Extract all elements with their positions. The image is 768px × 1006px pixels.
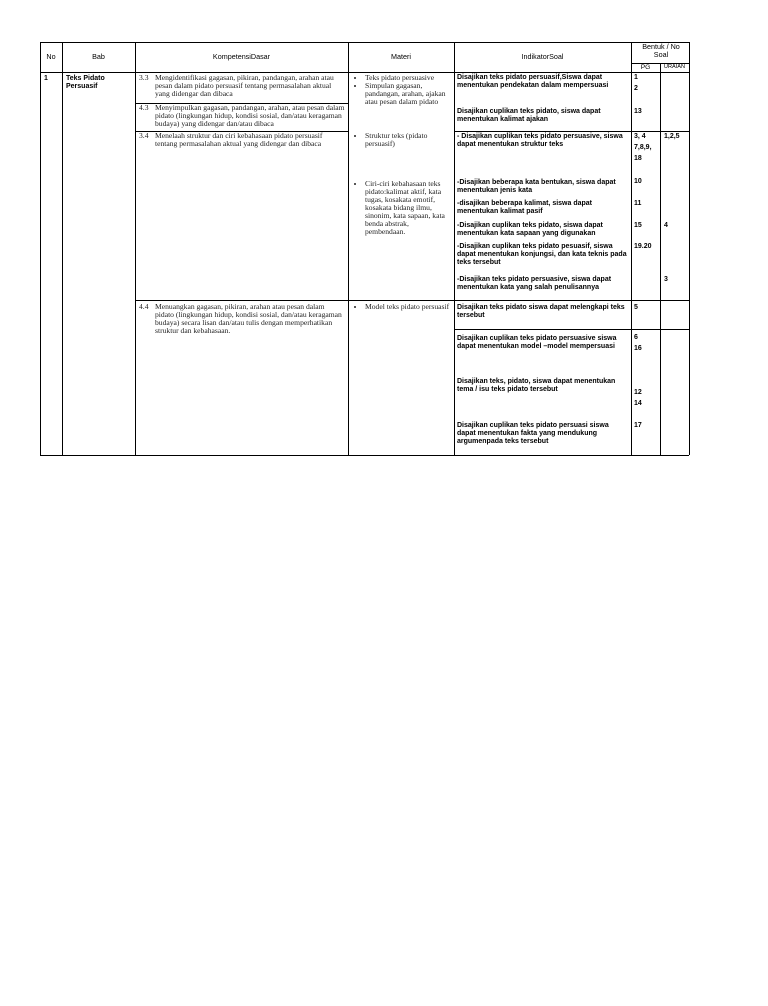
kd-number: 3.4: [139, 131, 149, 140]
materi-group-c: [352, 180, 450, 236]
header-no: No: [46, 52, 56, 61]
indikator-item: Disajikan cuplikan teks pidato persuasive siswa dapat menentukan model –model mempersuasi: [457, 335, 617, 350]
uraian-number: 1,2,5: [664, 133, 680, 140]
pg-number: 6: [634, 334, 638, 341]
pg-number: 1: [634, 74, 638, 81]
indikator-item: Disajikan teks, pidato, siswa dapat menentukan tema / isu teks pidato tersebut: [457, 378, 616, 393]
header-kompetensi-dasar: KompetensiDasar: [212, 52, 271, 61]
materi-item: • Struktur teks (pidato persuasif): [365, 132, 450, 148]
pg-number: 7,8,9,: [634, 144, 652, 151]
materi-item: • Simpulan gagasan, pandangan, arahan, ajakan atau pesan dalam pidato: [365, 82, 450, 106]
materi-item: • Model teks pidato persuasif: [365, 303, 450, 311]
indikator-item: Disajikan cuplikan teks pidato, siswa dapat menentukan kalimat ajakan: [457, 108, 601, 123]
uraian-number: 4: [664, 222, 668, 229]
bab-title: Teks Pidato Persuasif: [66, 75, 105, 90]
indikator-item: Disajikan teks pidato persuasif,Siswa dapat menentukan pendekatan dalam mempersuasi: [457, 74, 609, 89]
kd-text: Menelaah struktur dan ciri kebahasaan pidato persuasif tentang permasalahan aktual yang didengar dan dibaca: [155, 131, 323, 148]
pg-number: 3, 4: [634, 133, 646, 140]
pg-number: 18: [634, 155, 642, 162]
pg-number: 15: [634, 222, 642, 229]
pg-number: 14: [634, 400, 642, 407]
pg-number: 5: [634, 304, 638, 311]
materi-item: • Teks pidato persuasive: [365, 74, 450, 82]
materi-group-d: [352, 303, 450, 311]
materi-group-a: [352, 74, 450, 106]
header-uraian: URAIAN: [663, 64, 686, 70]
indikator-item: -Disajikan teks pidato persuasive, siswa dapat menentukan kata yang salah penulisannya: [457, 276, 612, 291]
kd-text: Menuangkan gagasan, pikiran, arahan atau pesan dalam pidato (lingkungan hidup, kondisi sosial, dan/atau keragaman budaya) secara lisan dan/atau tulis dengan memperhatikan struktur dan kebahasaan.: [155, 302, 342, 335]
pg-number: 12: [634, 389, 642, 396]
indikator-item: -Disajikan beberapa kata bentukan, siswa dapat menentukan jenis kata: [457, 179, 616, 194]
header-pg: PG: [640, 64, 651, 71]
pg-number: 19.20: [634, 243, 652, 250]
kd-text: Mengidentifikasi gagasan, pikiran, pandangan, arahan atau pesan dalam pidato persuasif tentang permasalahan aktual yang didengar dan dibaca: [155, 73, 334, 98]
indikator-item: -Disajikan cuplikan teks pidato pesuasif, siswa dapat menentukan konjungsi, dan kata teknis pada teks tersebut: [457, 243, 627, 266]
materi-item: • Ciri-ciri kebahasaan teks pidato:kalimat aktif, kata tugas, kosakata emotif, kosakata bidang ilmu, sinonim, kata sapaan, kata benda abstrak, pembendaan.: [365, 180, 450, 236]
pg-number: 16: [634, 345, 642, 352]
pg-number: 13: [634, 108, 642, 115]
header-indikator-soal: IndikatorSoal: [521, 52, 564, 61]
indikator-item: -disajikan beberapa kalimat, siswa dapat menentukan kalimat pasif: [457, 200, 592, 215]
kisi-kisi-table: [40, 42, 689, 455]
kd-number: 4.4: [139, 302, 149, 311]
header-bab: Bab: [92, 52, 105, 61]
indikator-item: -Disajikan cuplikan teks pidato, siswa dapat menentukan kata sapaan yang digunakan: [457, 222, 603, 237]
indikator-item: Disajikan cuplikan teks pidato persuasi siswa dapat menentukan fakta yang mendukung argumenpada teks tersebut: [457, 422, 609, 445]
kd-text: Menyimpulkan gagasan, pandangan, arahan, atau pesan dalam pidato (lingkungan hidup, kondisi sosial, dan/atau keragaman budaya) yang didengar dan/atau dibaca: [155, 103, 345, 128]
materi-group-b: [352, 132, 450, 148]
kd-number: 3.3: [139, 73, 149, 82]
pg-number: 11: [634, 200, 642, 207]
row-number: 1: [44, 75, 48, 82]
pg-number: 17: [634, 422, 642, 429]
kd-number: 4.3: [139, 103, 149, 112]
header-materi: Materi: [391, 52, 411, 61]
uraian-number: 3: [664, 276, 668, 283]
pg-number: 2: [634, 85, 638, 92]
header-bentuk-no-soal: Bentuk / No Soal: [642, 42, 680, 60]
indikator-item: Disajikan teks pidato siswa dapat melengkapi teks tersebut: [457, 304, 625, 319]
pg-number: 10: [634, 178, 642, 185]
indikator-item: - Disajikan cuplikan teks pidato persuasive, siswa dapat menentukan struktur teks: [457, 133, 623, 148]
